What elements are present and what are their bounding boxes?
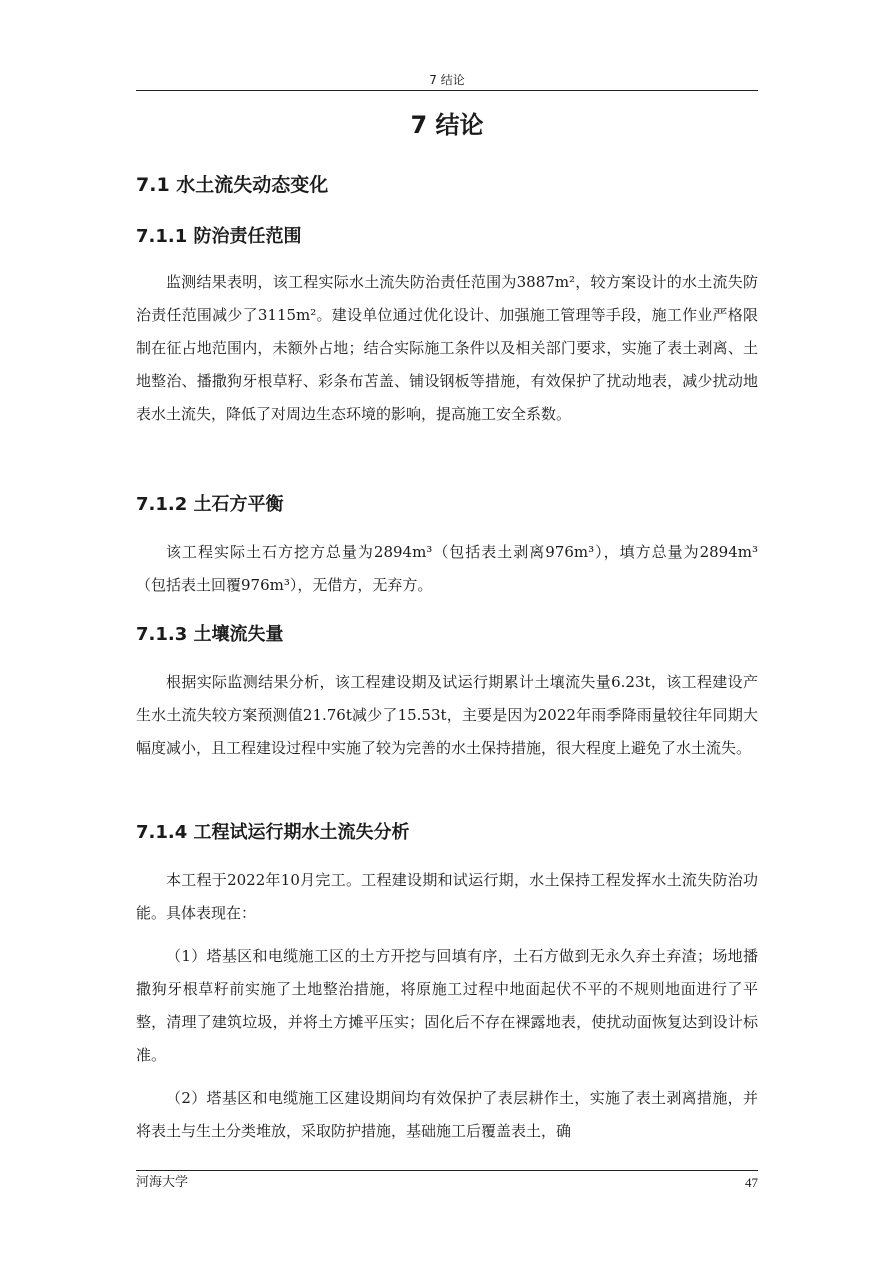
paragraph-responsibility-scope: 监测结果表明，该工程实际水土流失防治责任范围为3887m²，较方案设计的水土流失防治责任范围减少了3115m²。建设单位通过优化设计、加强施工管理等手段，施工作业严格限制在征占地范围内，未额外占地；结合实际施工条件以及相关部门要求，实施了表土剥离、土地整治、播撒狗牙根草籽、彩条布苫盖、铺设钢板等措施，有效保护了扰动地表，减少扰动地表水土流失，降低了对周边生态环境的影响，提高施工安全系数。 [136,273,758,423]
section-heading-7-1-2: 7.1.2 土石方平衡 [136,494,284,515]
page-number: 47 [745,1175,758,1190]
header-rule [136,90,758,91]
paragraph-soil-loss: 根据实际监测结果分析，该工程建设期及试运行期累计土壤流失量6.23t，该工程建设产生水土流失较方案预测值21.76t减少了15.53t，主要是因为2022年雨季降雨量较往年同期大幅度减小，且工程建设过程中实施了较为完善的水土保持措施，很大程度上避免了水土流失。 [136,673,758,757]
section-heading-7-1-4: 7.1.4 工程试运行期水土流失分析 [136,822,410,843]
paragraph-item-1: （1）塔基区和电缆施工区的土方开挖与回填有序，土石方做到无永久弃土弃渣；场地播撒狗牙根草籽前实施了土地整治措施，将原施工过程中地面起伏不平的不规则地面进行了平整，清理了建筑垃圾，并将土方摊平压实；固化后不存在裸露地表，使扰动面恢复达到设计标准。 [136,947,758,1064]
paragraph-earthwork-balance: 该工程实际土石方挖方总量为2894m³（包括表土剥离976m³），填方总量为2894m³（包括表土回覆976m³），无借方，无弃方。 [136,543,758,594]
paragraph-item-2: （2）塔基区和电缆施工区建设期间均有效保护了表层耕作土，实施了表土剥离措施，并将表土与生土分类堆放，采取防护措施，基础施工后覆盖表土，确 [136,1089,758,1140]
section-heading-7-1-3: 7.1.3 土壤流失量 [136,624,284,645]
running-header: 7 结论 [429,73,465,87]
footer-institution: 河海大学 [136,1175,189,1190]
chapter-title: 7 结论 [410,111,484,139]
section-heading-7-1-1: 7.1.1 防治责任范围 [136,226,302,247]
footer-rule [136,1170,758,1171]
section-heading-7-1: 7.1 水土流失动态变化 [136,174,329,196]
paragraph-trial-operation-intro: 本工程于2022年10月完工。工程建设期和试运行期，水土保持工程发挥水土流失防治功能。具体表现在： [136,871,758,922]
